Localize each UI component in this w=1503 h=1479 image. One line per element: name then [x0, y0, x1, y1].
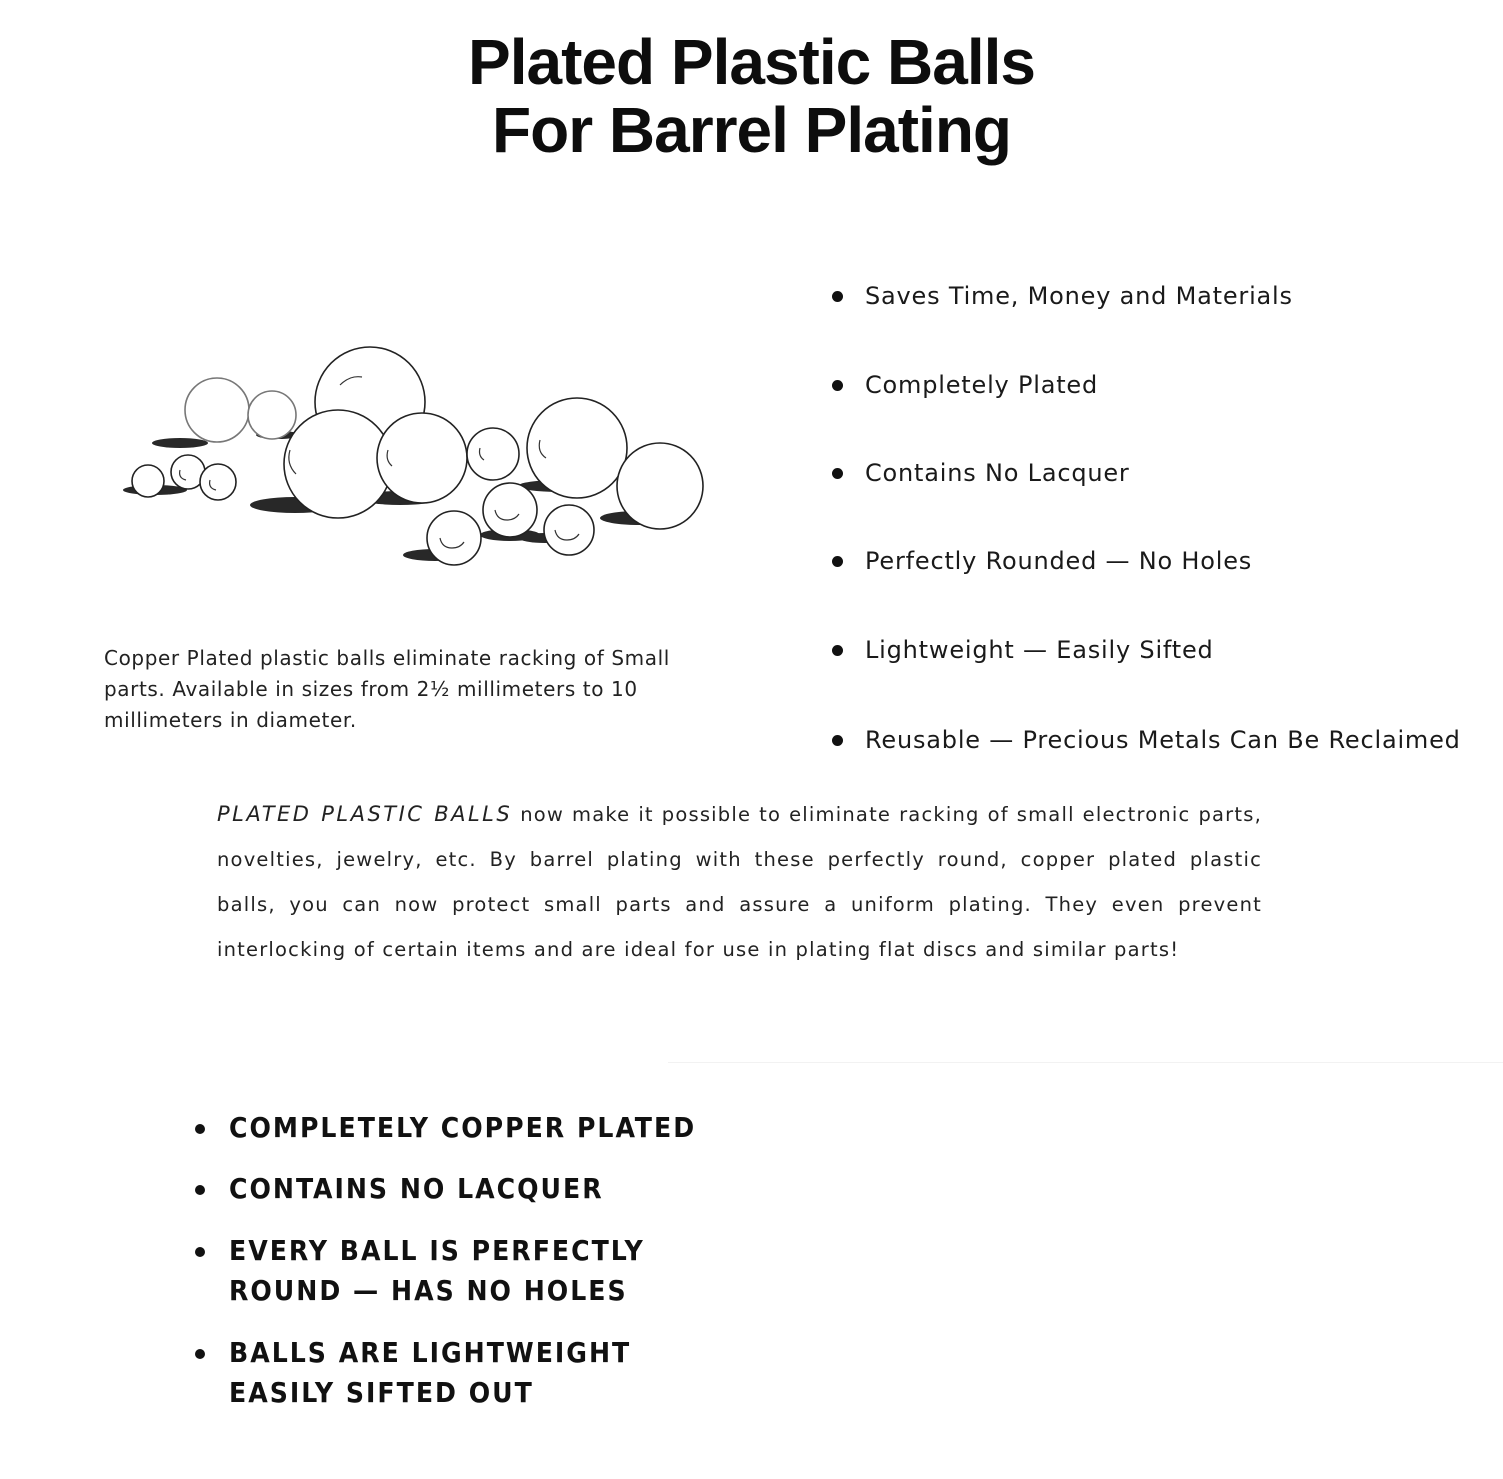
feature-item	[832, 278, 1293, 314]
feature-item	[832, 543, 1252, 579]
highlight-line: BALLS ARE LIGHTWEIGHT	[229, 1336, 632, 1369]
bullet-icon	[832, 556, 843, 567]
illustration-caption: Copper Plated plastic balls eliminate racking of Small parts. Available in sizes from 2½ millimeters to 10 millimeters in diameter.	[104, 646, 670, 732]
highlight-line: ROUND — HAS NO HOLES	[229, 1274, 628, 1307]
feature-label: Reusable — Precious Metals Can Be Reclaimed	[865, 726, 1461, 754]
bullet-icon	[832, 645, 843, 656]
page-title	[0, 28, 1503, 164]
feature-item	[832, 367, 1098, 403]
feature-item	[832, 632, 1214, 668]
description-text: now make it possible to eliminate racking of small electronic parts, novelties, jewelry, etc. By barrel plating with these perfectly round, copper plated plastic balls, you can now protect small parts and assure a uniform plating. They even prevent interlocking of certain items and are ideal for use in plating flat discs and similar parts!	[217, 803, 1262, 961]
feature-label: Perfectly Rounded — No Holes	[865, 547, 1253, 575]
bullet-icon	[195, 1124, 205, 1134]
bullet-icon	[832, 468, 843, 479]
highlight-item	[195, 1231, 645, 1311]
bullet-icon	[195, 1247, 205, 1257]
feature-item	[832, 722, 1461, 758]
description-paragraph	[217, 792, 1262, 972]
title-line-2: For Barrel Plating	[492, 94, 1011, 166]
bullet-icon	[195, 1349, 205, 1359]
highlight-line: COMPLETELY COPPER PLATED	[229, 1111, 697, 1144]
highlight-item	[195, 1108, 696, 1148]
feature-label: Lightweight — Easily Sifted	[865, 636, 1214, 664]
highlight-item	[195, 1333, 631, 1413]
description-lead: PLATED PLASTIC BALLS	[217, 802, 513, 826]
highlights-box	[195, 1070, 697, 1470]
bullet-icon	[832, 735, 843, 746]
feature-label: Contains No Lacquer	[865, 459, 1130, 487]
highlight-line: EVERY BALL IS PERFECTLY	[229, 1234, 645, 1267]
highlight-line: EASILY SIFTED OUT	[229, 1376, 534, 1409]
feature-item	[832, 455, 1130, 491]
bullet-icon	[195, 1185, 205, 1195]
feature-label: Saves Time, Money and Materials	[865, 282, 1293, 310]
section-divider	[668, 1062, 1503, 1063]
highlight-item	[195, 1169, 604, 1209]
bullet-icon	[832, 380, 843, 391]
feature-label: Completely Plated	[865, 371, 1099, 399]
bullet-icon	[832, 291, 843, 302]
plastic-balls-illustration	[100, 340, 720, 580]
title-line-1: Plated Plastic Balls	[468, 26, 1035, 98]
highlight-line: CONTAINS NO LACQUER	[229, 1172, 604, 1205]
